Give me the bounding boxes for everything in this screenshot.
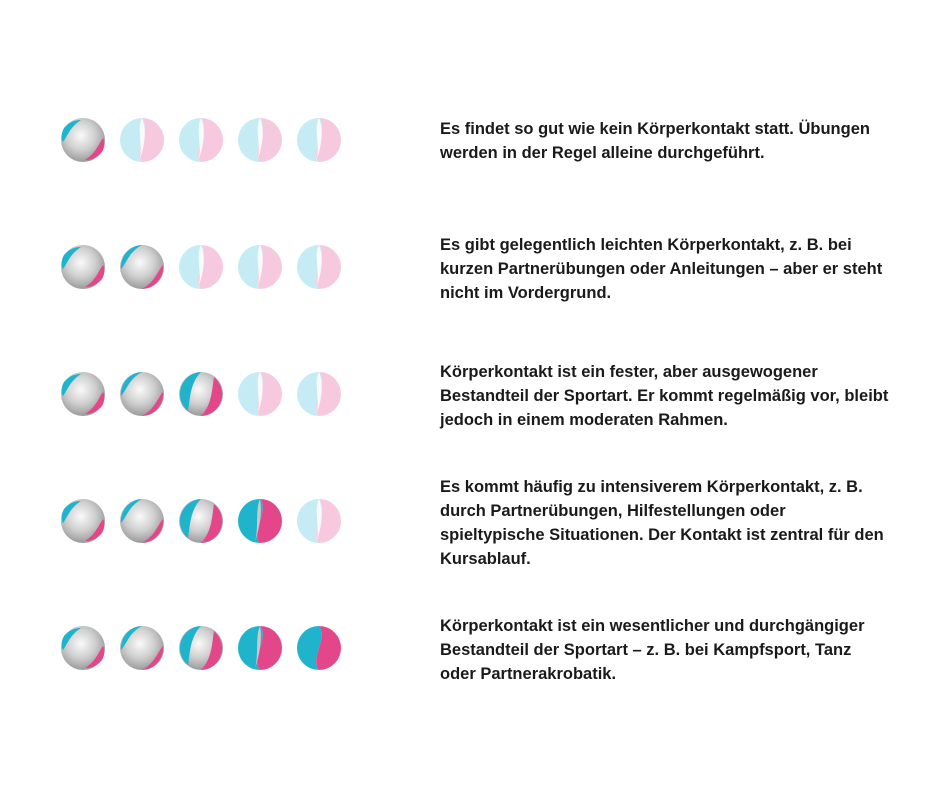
contact-ball-active-icon xyxy=(117,496,167,546)
contact-ball-active-icon xyxy=(176,623,226,673)
contact-ball-faded-icon xyxy=(176,115,226,165)
contact-ball-icon xyxy=(117,623,167,673)
contact-ball-icon xyxy=(117,115,167,165)
contact-ball-active-icon xyxy=(58,369,108,419)
level-description: Es findet so gut wie kein Körperkontakt statt. Übungen werden in der Regel alleine durchgeführt. xyxy=(440,120,870,162)
contact-ball-icon xyxy=(117,242,167,292)
contact-ball-icon xyxy=(294,242,344,292)
contact-ball-icon xyxy=(294,115,344,165)
contact-ball-faded-icon xyxy=(235,242,285,292)
contact-ball-icon xyxy=(176,369,226,419)
level-icons xyxy=(58,115,358,165)
contact-ball-active-icon xyxy=(294,623,344,673)
contact-ball-icon xyxy=(235,496,285,546)
level-description: Es kommt häufig zu intensiverem Körperkontakt, z. B. durch Partnerübungen, Hilfestellungen oder spieltypische Situationen. Der Kontakt ist zentral für den Kursablauf. xyxy=(440,478,884,568)
contact-ball-active-icon xyxy=(117,242,167,292)
contact-ball-active-icon xyxy=(58,623,108,673)
contact-ball-icon xyxy=(58,496,108,546)
contact-ball-active-icon xyxy=(235,496,285,546)
level-icons xyxy=(58,369,358,419)
contact-ball-icon xyxy=(235,623,285,673)
contact-ball-icon xyxy=(176,496,226,546)
contact-ball-icon xyxy=(176,623,226,673)
contact-ball-icon xyxy=(117,496,167,546)
contact-ball-icon xyxy=(176,242,226,292)
contact-ball-active-icon xyxy=(58,496,108,546)
contact-ball-active-icon xyxy=(176,369,226,419)
level-icons xyxy=(58,242,358,292)
contact-ball-active-icon xyxy=(58,242,108,292)
contact-ball-icon xyxy=(294,369,344,419)
contact-ball-active-icon xyxy=(117,369,167,419)
contact-ball-faded-icon xyxy=(117,115,167,165)
contact-ball-icon xyxy=(176,115,226,165)
contact-ball-active-icon xyxy=(235,623,285,673)
level-icons xyxy=(58,496,358,546)
level-description: Körperkontakt ist ein wesentlicher und durchgängiger Bestandteil der Sportart – z. B. bei Kampfsport, Tanz oder Partnerakrobatik. xyxy=(440,617,865,683)
contact-ball-icon xyxy=(235,242,285,292)
contact-ball-faded-icon xyxy=(176,242,226,292)
contact-ball-active-icon xyxy=(58,115,108,165)
contact-ball-icon xyxy=(294,623,344,673)
contact-ball-icon xyxy=(294,496,344,546)
level-description: Körperkontakt ist ein fester, aber ausgewogener Bestandteil der Sportart. Er kommt regelmäßig vor, bleibt jedoch in einem moderaten Rahmen. xyxy=(440,363,889,429)
contact-ball-faded-icon xyxy=(294,369,344,419)
contact-ball-faded-icon xyxy=(294,115,344,165)
level-description: Es gibt gelegentlich leichten Körperkontakt, z. B. bei kurzen Partnerübungen oder Anleitungen – aber er steht nicht im Vordergrund. xyxy=(440,236,883,302)
contact-ball-faded-icon xyxy=(294,242,344,292)
contact-ball-icon xyxy=(235,369,285,419)
contact-ball-faded-icon xyxy=(235,369,285,419)
contact-ball-icon xyxy=(58,623,108,673)
contact-ball-active-icon xyxy=(176,496,226,546)
level-icons xyxy=(58,623,358,673)
contact-ball-active-icon xyxy=(117,623,167,673)
contact-ball-icon xyxy=(117,369,167,419)
contact-ball-icon xyxy=(58,242,108,292)
contact-ball-icon xyxy=(58,115,108,165)
contact-ball-icon xyxy=(58,369,108,419)
contact-ball-faded-icon xyxy=(294,496,344,546)
contact-ball-icon xyxy=(235,115,285,165)
contact-ball-faded-icon xyxy=(235,115,285,165)
